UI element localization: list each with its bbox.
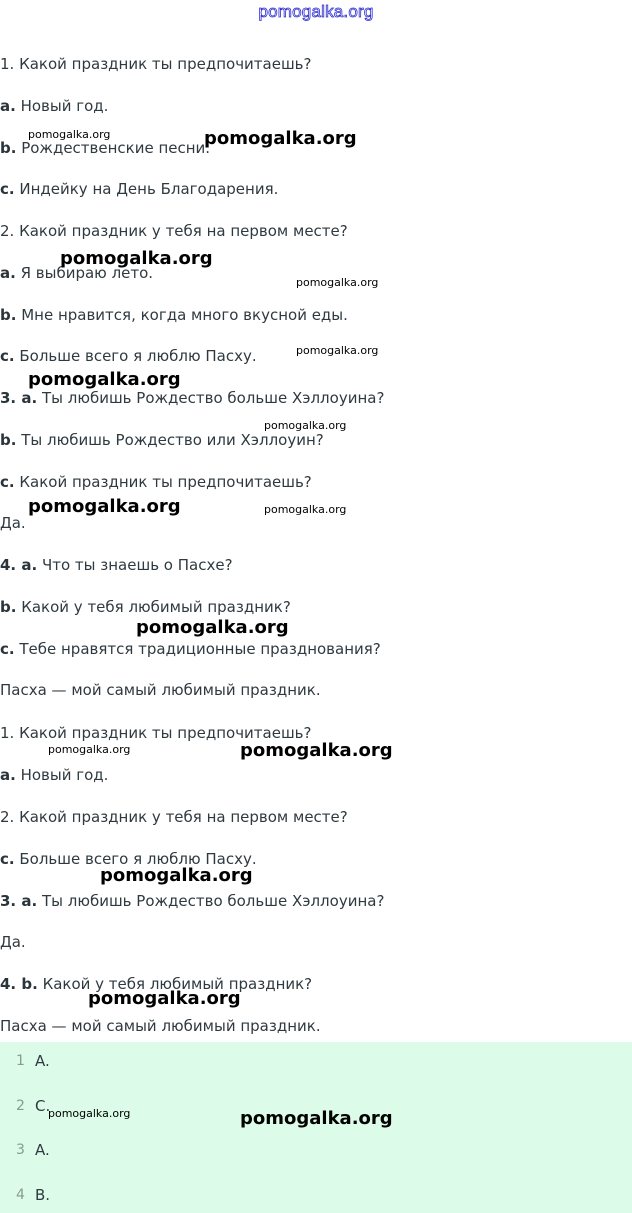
watermark: pomogalka.org (28, 496, 181, 517)
option-line: b. Мне нравится, когда много вкусной еды. (0, 306, 348, 324)
watermark: pomogalka.org (240, 1108, 393, 1129)
option-line: a. Новый год. (0, 766, 109, 784)
answer-value: A. (35, 1052, 50, 1070)
watermark: pomogalka.org (100, 865, 253, 886)
option-line: a. Новый год. (0, 97, 109, 115)
watermark: pomogalka.org (296, 344, 379, 357)
watermark: pomogalka.org (264, 419, 347, 432)
option-line: c. Больше всего я люблю Пасху. (0, 347, 257, 365)
answer-number: 1 (16, 1053, 25, 1069)
question-line: 1. Какой праздник ты предпочитаешь? (0, 724, 312, 742)
option-line: b. Какой у тебя любимый праздник? (0, 598, 291, 616)
answer-line: Пасха — мой самый любимый праздник. (0, 1017, 321, 1035)
option-line: 3. a. Ты любишь Рождество больше Хэллоуина? (0, 389, 385, 407)
option-line: b. Ты любишь Рождество или Хэллоуин? (0, 431, 324, 449)
answer-number: 3 (16, 1142, 25, 1158)
watermark: pomogalka.org (48, 743, 131, 756)
watermark: pomogalka.org (264, 503, 347, 516)
answer-number: 4 (16, 1187, 25, 1203)
option-line: c. Тебе нравятся традиционные празднования? (0, 640, 381, 658)
option-line: b. Рождественские песни. (0, 139, 211, 157)
option-line: c. Больше всего я люблю Пасху. (0, 850, 257, 868)
option-line: 3. a. Ты любишь Рождество больше Хэллоуина? (0, 892, 385, 910)
answer-number: 2 (16, 1098, 25, 1114)
question-line: 1. Какой праздник ты предпочитаешь? (0, 55, 312, 73)
site-watermark-header: pomogalka.org (258, 2, 374, 21)
watermark: pomogalka.org (48, 1107, 131, 1120)
answer-value: C. (35, 1097, 51, 1115)
watermark: pomogalka.org (296, 276, 379, 289)
option-line: a. Я выбираю лето. (0, 264, 154, 282)
watermark: pomogalka.org (204, 128, 357, 149)
option-line: 4. b. Какой у тебя любимый праздник? (0, 975, 313, 993)
watermark: pomogalka.org (136, 617, 289, 638)
question-line: 2. Какой праздник у тебя на первом месте? (0, 222, 348, 240)
option-line: c. Какой праздник ты предпочитаешь? (0, 473, 312, 491)
watermark: pomogalka.org (88, 988, 241, 1009)
answer-line: Да. (0, 514, 26, 532)
answer-line: Да. (0, 933, 26, 951)
watermark: pomogalka.org (28, 369, 181, 390)
option-line: 4. a. Что ты знаешь о Пасхе? (0, 556, 233, 574)
question-line: 2. Какой праздник у тебя на первом месте? (0, 808, 348, 826)
answer-value: A. (35, 1141, 50, 1159)
watermark: pomogalka.org (60, 248, 213, 269)
watermark: pomogalka.org (240, 740, 393, 761)
answer-value: B. (35, 1186, 51, 1204)
watermark: pomogalka.org (28, 128, 111, 141)
answer-line: Пасха — мой самый любимый праздник. (0, 681, 321, 699)
option-line: c. Индейку на День Благодарения. (0, 180, 279, 198)
